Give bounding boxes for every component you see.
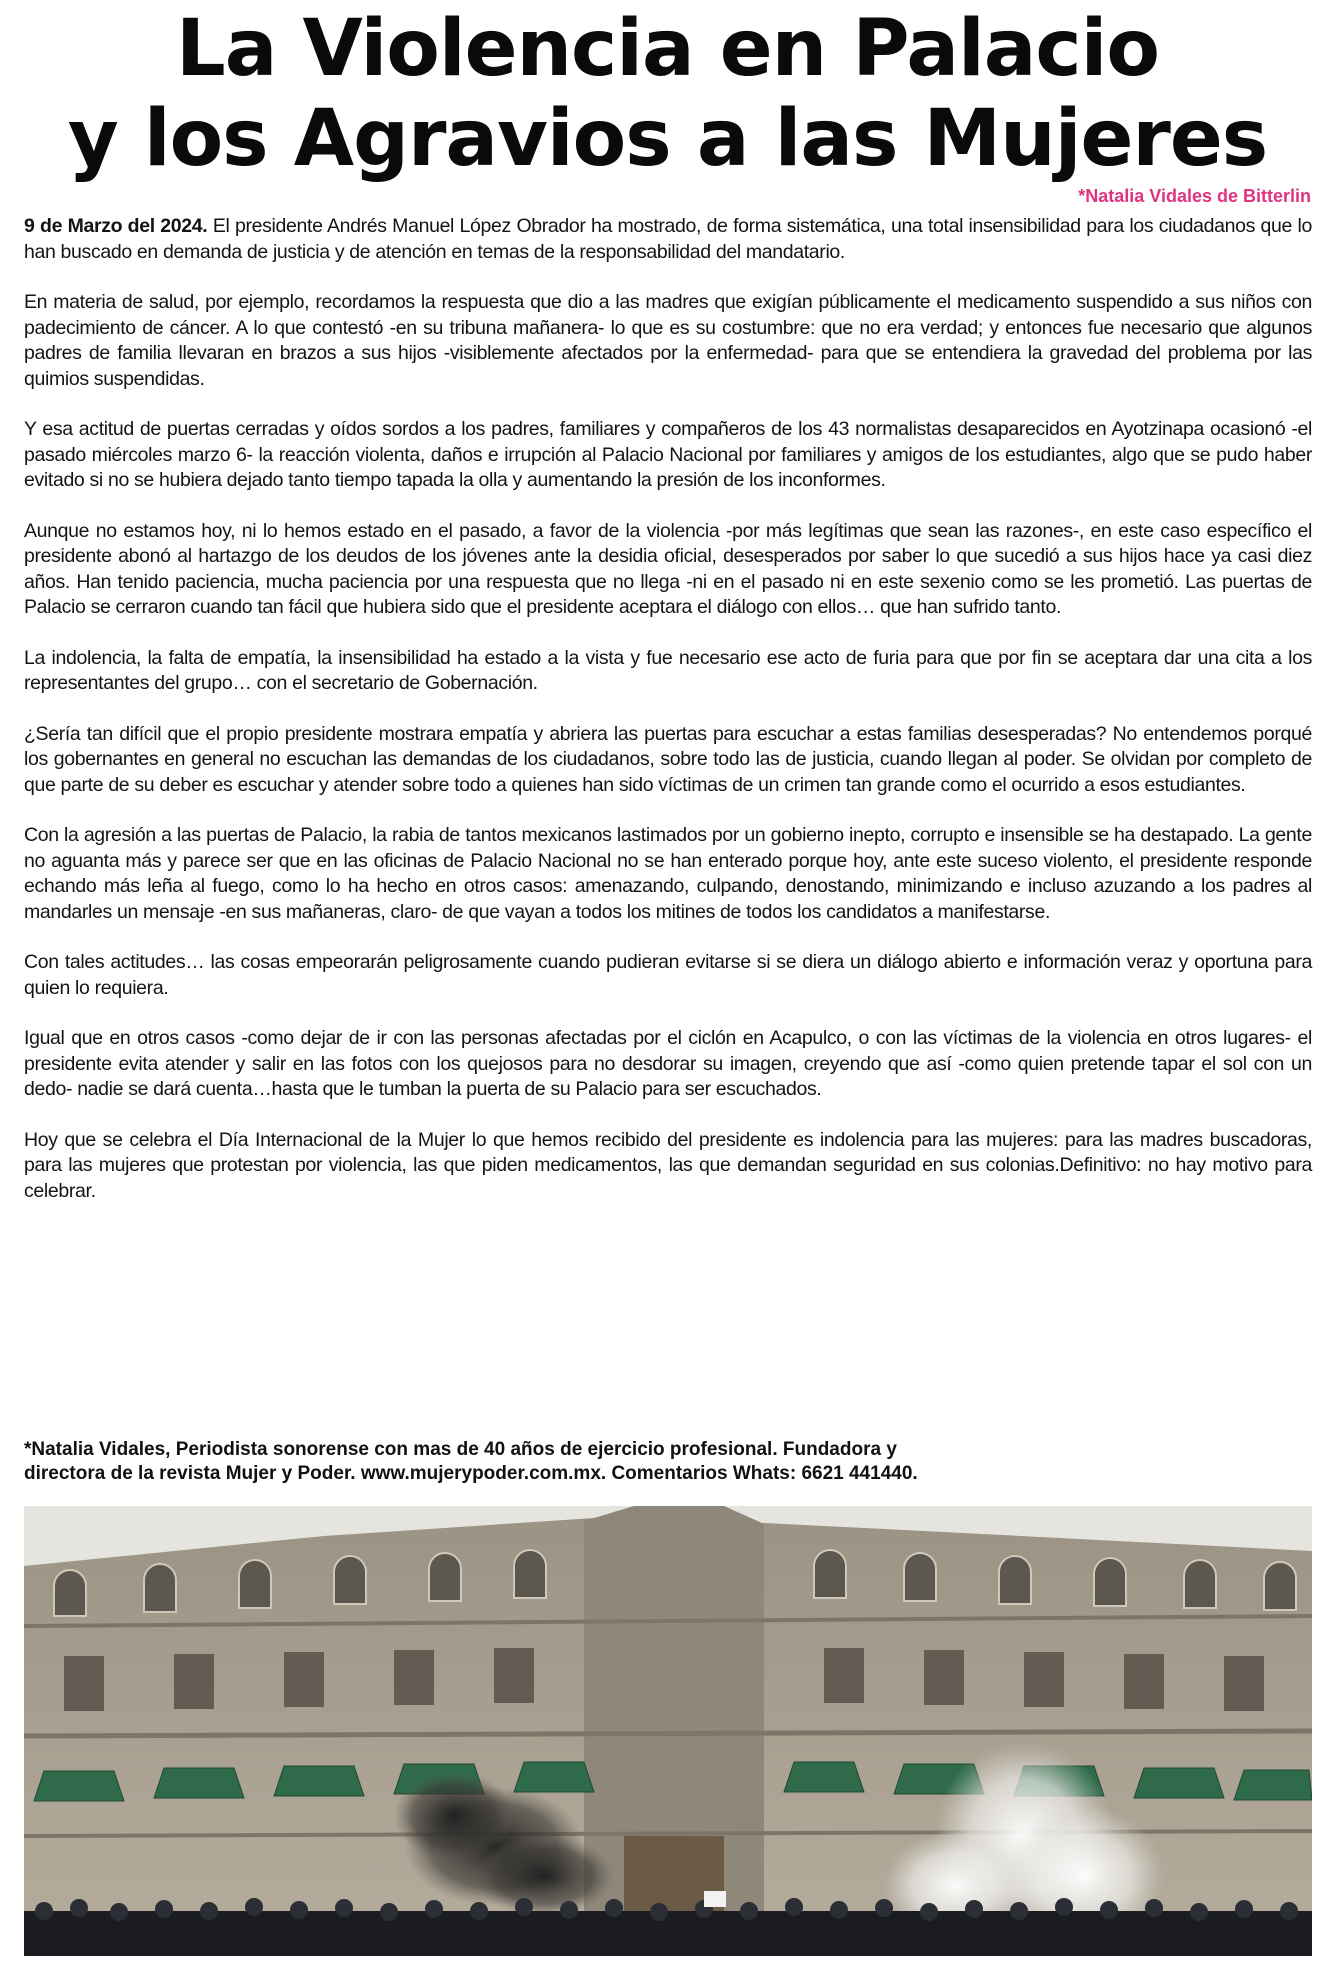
paragraph: Y esa actitud de puertas cerradas y oídos sordos a los padres, familiares y compañeros de los 43 normalistas desaparecidos en Ayotzinapa ocasionó -el pasado miércoles marzo 6- la reacción violenta, daños e irrupción al Palacio Nacional por familiares y amigos de los estudiantes, algo que se pudo haber evitado si no se hubiera dejado tanto tiempo tapada la olla y aumentando la presión de los inconformes. xyxy=(24,418,1312,491)
paragraph: Aunque no estamos hoy, ni lo hemos estado en el pasado, a favor de la violencia -por más legítimas que sean las razones-, en este caso específico el presidente abonó al hartazgo de los deudos de los jóvenes ante la desidia oficial, desesperados por saber lo que sucedió a sus hijos hace ya casi diez años. Han tenido paciencia, mucha paciencia por una respuesta que no llega -ni en el pasado ni en este sexenio como se les prometió. Las puertas de Palacio se cerraron cuando tan fácil que hubiera sido que el presidente aceptara el diálogo con ellos… que han sufrido tanto. xyxy=(24,519,1312,618)
palacio-nacional-photo xyxy=(24,1506,1312,1956)
paragraph: Con la agresión a las puertas de Palacio, la rabia de tantos mexicanos lastimados por un gobierno inepto, corrupto e insensible se ha destapado. La gente no aguanta más y parece ser que en las oficinas de Palacio Nacional no se han enterado porque hoy, ante este suceso violento, el presidente responde echando más leña al fuego, como lo ha hecho en otros casos: amenazando, culpando, denostando, minimizando e incluso azuzando a los padres al mandarles un mensaje -en sus mañaneras, claro- de que vayan a todos los mitines de todos los candidatos a manifestarse. xyxy=(24,824,1312,923)
paragraph: Hoy que se celebra el Día Internacional de la Mujer lo que hemos recibido del presidente es indolencia para las mujeres: para las madres buscadoras, para las mujeres que protestan por violencia, las que piden medicamentos, las que demandan seguridad en sus colonias.Definitivo: no hay motivo para celebrar. xyxy=(24,1128,1312,1202)
palacio-facade-illustration xyxy=(24,1506,1312,1956)
paragraph: En materia de salud, por ejemplo, recordamos la respuesta que dio a las madres que exigían públicamente el medicamento suspendido a sus niños con padecimiento de cáncer. A lo que contestó -en su tribuna mañanera- lo que es su costumbre: que no era verdad; y entonces fue necesario que algunos padres de familia llevaran en brazos a sus hijos -visiblemente afectados por la enfermedad- para que se entendiera la gravedad del problema por las quimios suspendidas. xyxy=(24,291,1312,390)
author-byline: *Natalia Vidales de Bitterlin xyxy=(1078,186,1311,206)
footnote-line-1: *Natalia Vidales, Periodista sonorense con mas de 40 años de ejercicio profesional. Fundadora y xyxy=(24,1439,897,1460)
author-footnote xyxy=(24,1438,1124,1486)
title-line-2: y los Agravios a las Mujeres xyxy=(67,94,1268,184)
paragraph: La indolencia, la falta de empatía, la insensibilidad ha estado a la vista y fue necesario ese acto de furia para que por fin se aceptara dar una cita a los representantes del grupo… con el secretario de Gobernación. xyxy=(24,646,1312,694)
article-date: 9 de Marzo del 2024. xyxy=(24,215,208,237)
lead-paragraph xyxy=(24,214,1312,265)
paragraph: Con tales actitudes… las cosas empeorarán peligrosamente cuando pudieran evitarse si se diera un diálogo abierto e información veraz y oportuna para quien lo requiera. xyxy=(24,951,1312,999)
paragraph: ¿Sería tan difícil que el propio presidente mostrara empatía y abriera las puertas para escuchar a estas familias desesperadas? No entendemos porqué los gobernantes en general no escuchan las demandas de los ciudadanos, sobre todo las de justicia, cuando llegan al poder. Se olvidan por completo de que parte de su deber es escuchar y atender sobre todo a quienes han sido víctimas de un crimen tan grande como el ocurrido a esos estudiantes. xyxy=(24,722,1312,796)
paragraph: Igual que en otros casos -como dejar de ir con las personas afectadas por el ciclón en Acapulco, o con las víctimas de la violencia en otros lugares- el presidente evita atender y salir en las fotos con los quejosos para no desdorar su imagen, creyendo que así -como quien pretende tapar el sol con un dedo- nadie se dará cuenta…hasta que le tumban la puerta de su Palacio para ser escuchados. xyxy=(24,1027,1312,1100)
article-title xyxy=(0,4,1335,184)
article-body xyxy=(24,214,1312,1229)
footnote-line-2: directora de la revista Mujer y Poder. www.mujerypoder.com.mx. Comentarios Whats: 6621 441440. xyxy=(24,1463,918,1484)
lead-text: El presidente Andrés Manuel López Obrador ha mostrado, de forma sistemática, una total insensibilidad para los ciudadanos que lo han buscado en demanda de justicia y de atención en temas de la responsabilidad del mandatario. xyxy=(24,215,1312,263)
title-line-1: La Violencia en Palacio xyxy=(176,4,1159,94)
